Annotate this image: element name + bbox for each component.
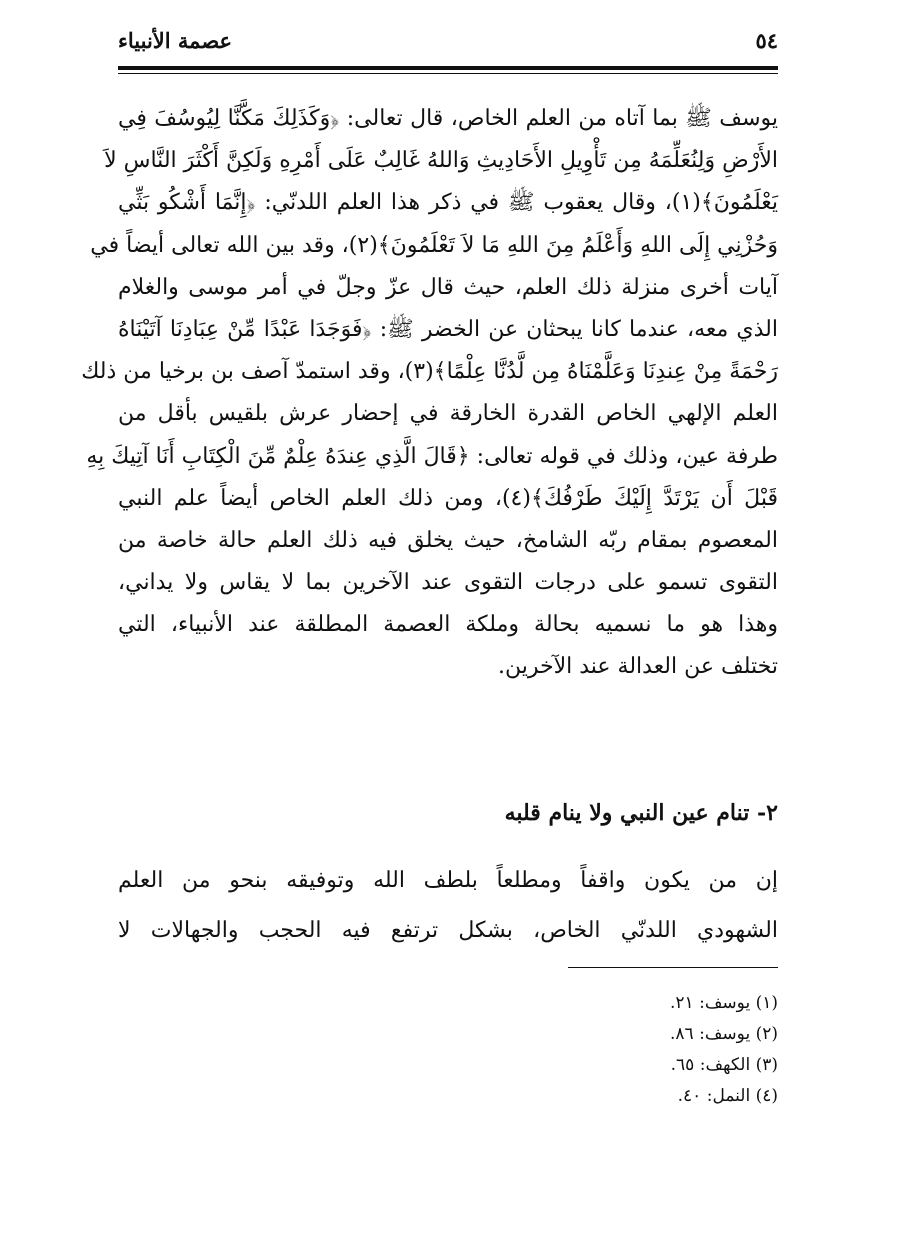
text-line: وَحُزْنِي إِلَى اللهِ وَأَعْلَمُ مِنَ اللهِ مَا لاَ تَعْلَمُونَ﴾(٢)، وقد بين الله تعالى أيضاً في bbox=[90, 232, 778, 258]
footnote: (٣) الكهف: ٦٥. bbox=[670, 1055, 778, 1075]
running-title: عصمة الأنبياء bbox=[118, 28, 233, 53]
text-line: الشهودي اللدنّي الخاص، بشكل ترتفع فيه الحجب والجهالات لا bbox=[118, 918, 778, 943]
text-line: إن من يكون واقفاً ومطلعاً بلطف الله وتوفيقه بنحو من العلم bbox=[118, 868, 778, 893]
footnote: (٤) النمل: ٤٠. bbox=[677, 1086, 778, 1106]
footnotes bbox=[670, 988, 778, 1112]
text-line: العلم الإلهي الخاص القدرة الخارقة في إحضار عرش بلقيس بأقل من bbox=[118, 401, 778, 427]
text-line: تختلف عن العدالة عند الآخرين. bbox=[497, 654, 778, 680]
text-line: وهذا هو ما نسميه بحالة وملكة العصمة المطلقة عند الأنبياء، التي bbox=[118, 612, 778, 638]
header-rule-thin bbox=[118, 73, 778, 74]
header-rule-thick bbox=[118, 66, 778, 70]
paragraph-1 bbox=[81, 98, 778, 689]
text-line: التقوى تسمو على درجات التقوى عند الآخرين بما لا يقاس ولا يداني، bbox=[118, 570, 778, 596]
text-line: يوسف ﷺ بما آتاه من العلم الخاص، قال تعالى: ﴿وَكَذَلِكَ مَكَّنَّا لِيُوسُفَ فِي bbox=[118, 106, 778, 131]
text-line: طرفة عين، وذلك في قوله تعالى: ﴿قَالَ الَّذِي عِندَهُ عِلْمٌ مِّنَ الْكِتَابِ أَنَا آتِيكَ بِهِ bbox=[86, 443, 778, 469]
text-line: يَعْلَمُونَ﴾(١)، وقال يعقوب ﷺ في ذكر هذا العلم اللدنّي: ﴿إِنَّمَا أَشْكُو بَثِّي bbox=[118, 190, 778, 216]
section-heading: ٢- تنام عين النبي ولا ينام قلبه bbox=[504, 800, 778, 826]
footnote: (٢) يوسف: ٨٦. bbox=[670, 1024, 778, 1044]
footnote: (١) يوسف: ٢١. bbox=[670, 993, 778, 1013]
text-line: المعصوم بمقام ربّه الشامخ، حيث يخلق فيه ذلك العلم حالة خاصة من bbox=[118, 527, 778, 553]
text-line: الذي معه، عندما كانا يبحثان عن الخضر ﷺ: ﴿فَوَجَدَا عَبْدًا مِّنْ عِبَادِنَا آتَيْنَاهُ bbox=[118, 316, 778, 342]
page-number: ٥٤ bbox=[755, 28, 778, 53]
text-line: آيات أخرى منزلة ذلك العلم، حيث قال عزّ وجلّ في أمر موسى والغلام bbox=[118, 274, 778, 300]
page-header bbox=[118, 28, 778, 68]
text-line: قَبْلَ أَن يَرْتَدَّ إِلَيْكَ طَرْفُكَ﴾(٤)، ومن ذلك العلم الخاص أيضاً علم النبي bbox=[118, 485, 778, 511]
text-line: رَحْمَةً مِنْ عِندِنَا وَعَلَّمْنَاهُ مِن لَّدُنَّا عِلْمًا﴾(٣)، وقد استمدّ آصف بن برخيا من ذلك bbox=[81, 359, 778, 385]
text-line: الأَرْضِ وَلِنُعَلِّمَهُ مِن تَأْوِيلِ الأَحَادِيثِ وَاللهُ غَالِبٌ عَلَى أَمْرِهِ وَلَكِنَّ أَكْثَرَ النَّاسِ لاَ bbox=[104, 148, 778, 174]
footnote-rule bbox=[568, 967, 778, 968]
paragraph-2 bbox=[118, 856, 778, 956]
